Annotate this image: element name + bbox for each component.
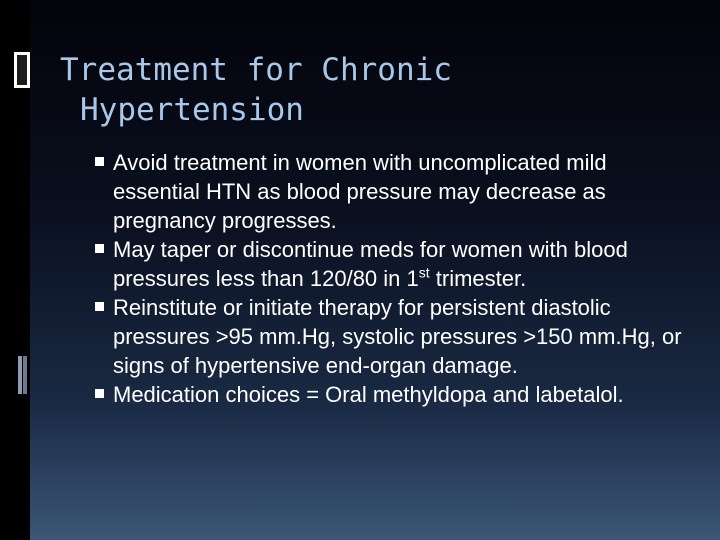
square-bullet-icon <box>95 302 104 311</box>
bullet-text: Reinstitute or initiate therapy for persistent diastolic pressures >95 mm.Hg, systolic pressures >150 mm.Hg, or signs of hypertensive end-organ damage. <box>113 295 682 378</box>
slide-title-line2: Hypertension <box>80 92 304 128</box>
square-bullet-icon <box>95 157 104 166</box>
bullet-superscript: st <box>418 264 430 281</box>
decorative-bar-bottom-right <box>23 356 27 394</box>
bullet-list <box>95 148 695 409</box>
bullet-item <box>95 293 695 380</box>
bullet-text: Medication choices = Oral methyldopa and labetalol. <box>113 382 624 407</box>
bullet-item <box>95 380 695 409</box>
slide-title-line1: Treatment for Chronic <box>60 52 452 88</box>
square-bullet-icon <box>95 244 104 253</box>
bullet-text: May taper or discontinue meds for women with blood pressures less than 120/80 in 1 <box>113 237 628 291</box>
bullet-text-continued: trimester. <box>429 266 527 291</box>
decorative-bar-top-inner <box>17 55 27 85</box>
slide-title <box>60 50 660 130</box>
bullet-item <box>95 235 695 293</box>
bullet-text: Avoid treatment in women with uncomplicated mild essential HTN as blood pressure may decrease as pregnancy progresses. <box>113 150 607 233</box>
square-bullet-icon <box>95 389 104 398</box>
bullet-item <box>95 148 695 235</box>
decorative-bar-bottom-left <box>18 356 22 394</box>
